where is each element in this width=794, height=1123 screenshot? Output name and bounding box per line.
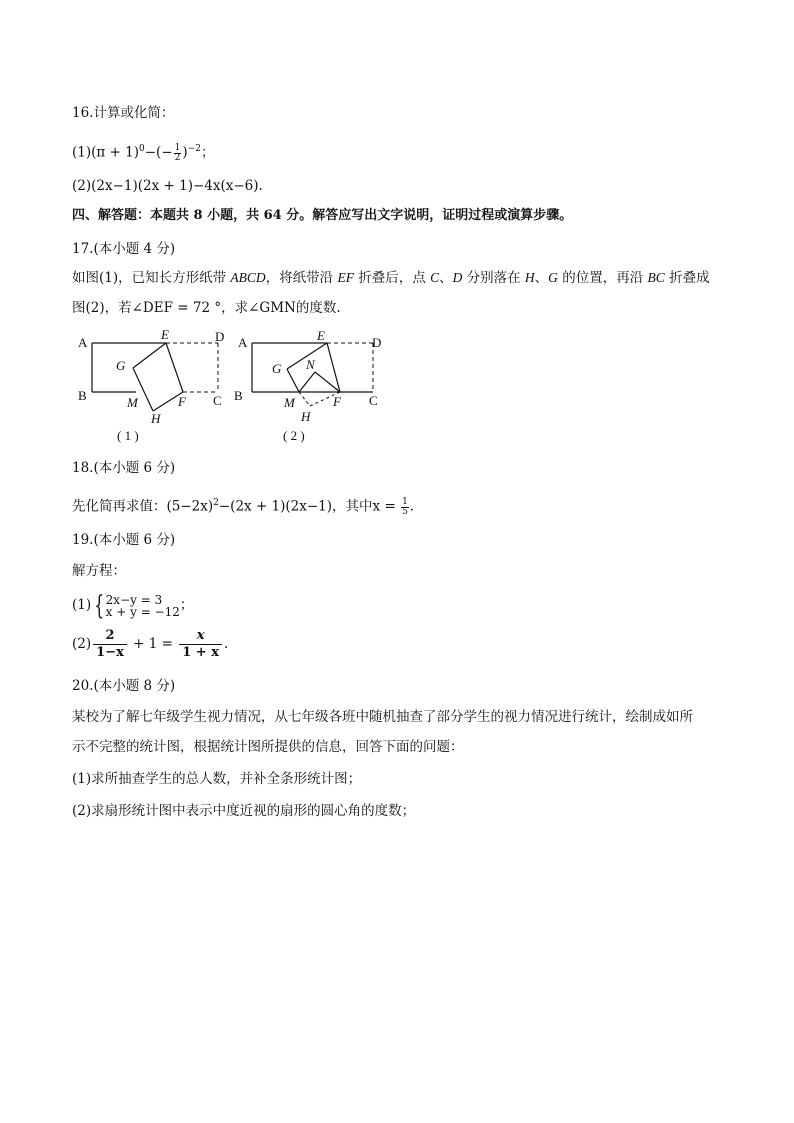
q16-p1-mid: −(− [144,144,173,161]
q17-figure [70,326,400,448]
fig2-label-h: H [301,409,311,424]
q19-p2-end: . [223,636,229,652]
q16-p1-frac-num: 1 [174,142,181,153]
q17-l1-BC: BC [647,270,665,285]
figure-1 [78,327,224,443]
q18-end: . [409,498,415,515]
q17-l1-g: 的位置，再沿 [557,270,648,286]
q17-l1-c: 折叠后，点 [353,270,431,286]
fig1-label-g: G [116,358,126,373]
q19-p1-label: (1) [72,597,92,613]
q16-p1-close: ) [182,144,188,161]
fig2-label-c: C [369,393,378,408]
q19-eq1: 2x−y = 3 [105,592,163,607]
q19-f2-den: 1 + x [182,645,219,660]
fig1-label-m: M [127,395,138,410]
brace-icon: { [94,590,105,621]
fig2-label-b: B [234,388,243,403]
q19-f1-num: 2 [93,628,127,645]
q17-l1-H: H [524,270,535,285]
q17-l1-ef: EF [337,270,354,285]
fig1-label-a: A [78,335,88,350]
fig1-label-d: D [215,329,225,344]
fig1-label-h: H [151,411,161,426]
fig2-label-d: D [372,335,382,350]
q19-equation-system [106,594,180,618]
q18-sup: 2 [213,498,219,508]
q20-part1: (1)求所抽查学生的总人数，并补全条形统计图； [72,771,362,787]
fig1-line-eg [133,343,166,368]
q18-frac-num: 1 [402,496,408,507]
fig2-line-gm [287,369,299,392]
fig2-label-g: G [272,361,282,376]
section-4-heading: 四、解答题：本题共 8 小题，共 64 分。解答应写出文字说明，证明过程或演算步骤。 [72,208,573,223]
q17-l1-e: 分别落在 [462,270,525,286]
q17-l1-D: D [452,270,463,285]
q19-eq2: x + y = −12 [105,604,180,619]
q19-part1 [72,592,193,619]
fig2-line-mh-dashed [299,392,310,406]
q16-p1-end: ； [200,144,215,161]
q19-mid: + 1 = [128,636,178,652]
q18-frac-den: 5 [402,506,408,517]
fig2-label-n: N [306,357,315,372]
q18-text [72,494,414,517]
q17-l1-d: 、 [439,270,453,286]
fig2-line-ef [327,343,340,392]
fig1-label-c: C [213,393,222,408]
q19-intro: 解方程： [72,563,126,579]
q17-l1-C: C [430,270,440,285]
fig2-label-m: M [284,395,295,410]
q18-header: 18.(本小题 6 分) [72,460,176,476]
fig2-label-a: A [238,335,248,350]
q16-p1-prefix: (1)(π + 1) [72,144,140,161]
fig2-label-f: F [333,394,341,409]
q20-part2: (2)求扇形统计图中表示中度近视的扇形的圆心角的度数； [72,803,416,819]
fig2-label-e: E [317,328,325,343]
q19-part2 [72,626,228,662]
q20-line2: 示不完整的统计图，根据统计图所提供的信息，回答下面的问题： [72,739,464,755]
q19-header: 19.(本小题 6 分) [72,532,176,548]
q16-p1-sup0: 0 [139,144,145,154]
q17-l1-b: ，将纸带沿 [265,270,338,286]
fig1-line-ef [166,343,183,392]
q16-p1-sup2: −2 [187,144,201,154]
q16-title: 16.计算或化简： [72,105,175,121]
q17-text-line1 [72,269,710,287]
q18-text-a: 先化简再求值：(5−2x) [72,498,214,515]
q16-part1 [72,140,214,163]
q20-header: 20.(本小题 8 分) [72,678,176,694]
q20-line1: 某校为了解七年级学生视力情况，从七年级各班中随机抽查了部分学生的视力情况进行统计，绘制成如所 [72,709,693,725]
q19-p1-end: ； [179,597,194,613]
q19-f1-den: 1−x [96,645,124,660]
fig2-line-mn [299,372,315,392]
q17-header: 17.(本小题 4 分) [72,241,176,257]
fig1-label-b: B [78,388,87,403]
fig1-label-e: E [161,327,169,342]
fig1-caption: ( 1 ) [117,428,139,443]
fig2-caption: ( 2 ) [283,428,305,443]
fig1-label-f: F [178,394,186,409]
q17-text-line2: 图(2)，若∠DEF = 72 °，求∠GMN的度数. [72,300,341,316]
q17-l1-h: 折叠成 [664,270,710,286]
q16-part2: (2)(2x−1)(2x + 1)−4x(x−6). [72,178,263,194]
q19-fraction-2 [179,628,222,661]
q19-f2-num: x [179,628,222,645]
q17-l1-f: 、 [534,270,549,286]
q17-l1-G: G [548,270,558,285]
q19-p2-label: (2) [72,636,92,652]
q17-l1-abcd: ABCD [230,270,266,285]
q18-rest: −(2x + 1)(2x−1)，其中x = [218,498,401,515]
figure-2 [234,328,381,443]
q16-p1-frac-den: 2 [174,152,181,163]
q18-fraction [401,498,409,517]
q16-p1-fraction [174,144,182,163]
fig2-line-nf [315,372,340,392]
q19-fraction-1 [93,628,127,661]
q17-l1-a: 如图(1)，已知长方形纸带 [72,270,231,286]
